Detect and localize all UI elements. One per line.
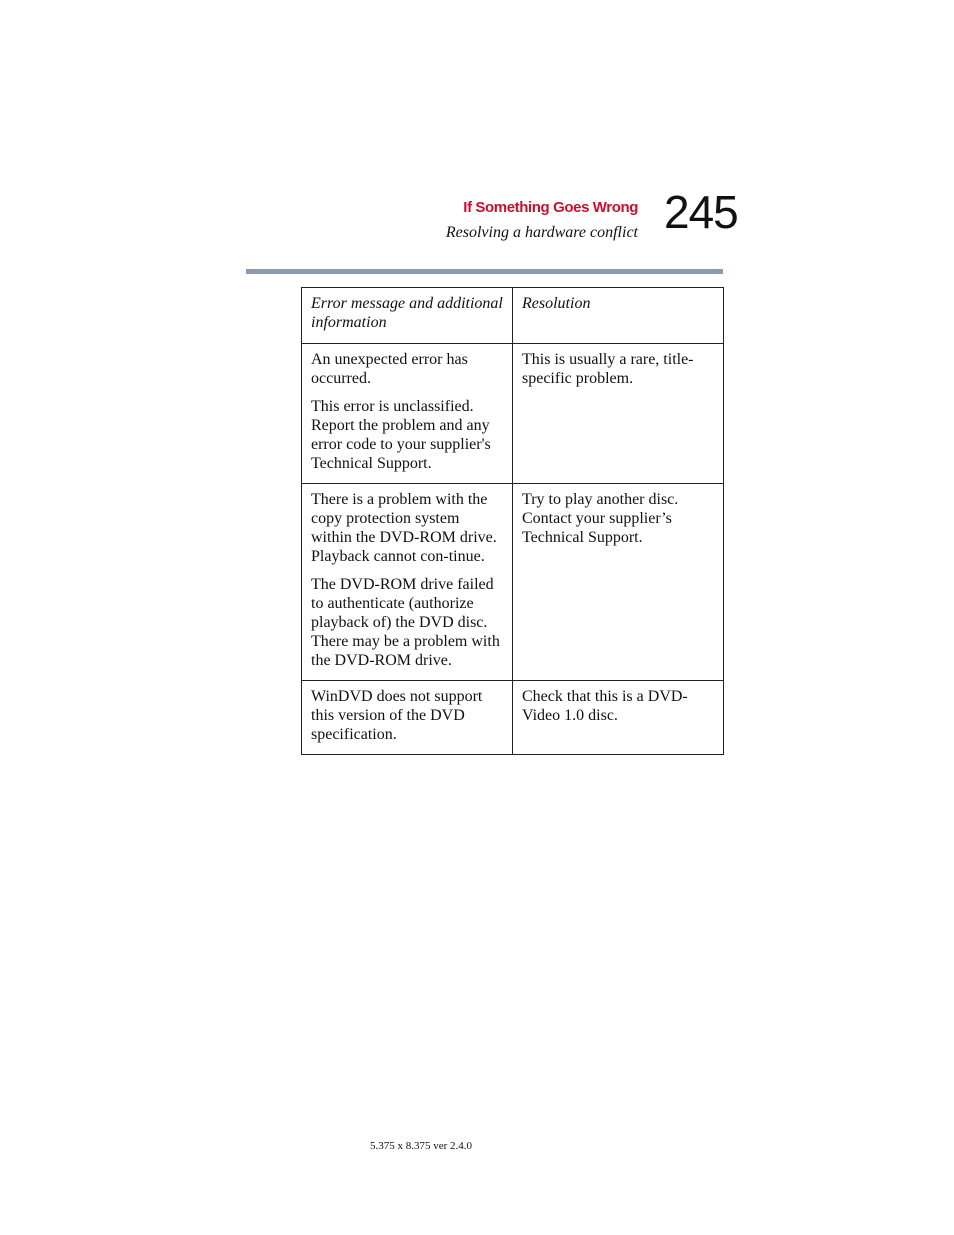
resolution-text: Try to play another disc. Contact your supplier’s Technical Support.: [522, 491, 679, 546]
resolution-text: Check that this is a DVD-Video 1.0 disc.: [522, 688, 688, 724]
section-title: Resolving a hardware conflict: [445, 224, 638, 241]
table-row: [302, 681, 724, 755]
chapter-title: If Something Goes Wrong: [463, 199, 638, 216]
column-header-resolution: Resolution: [513, 288, 724, 344]
column-header-error: Error message and additional information: [302, 288, 513, 344]
error-text: There is a problem with the copy protection system within the DVD-ROM drive. Playback cannot con-tinue.: [311, 491, 497, 565]
error-cell: [302, 344, 513, 484]
resolution-cell: [513, 484, 724, 681]
resolution-cell: [513, 344, 724, 484]
error-text: This error is unclassified. Report the problem and any error code to your supplier's Technical Support.: [311, 398, 491, 472]
resolution-text: This is usually a rare, title-specific problem.: [522, 351, 694, 387]
page-number: 245: [664, 186, 738, 238]
table-row: [302, 344, 724, 484]
resolution-cell: [513, 681, 724, 755]
error-text: WinDVD does not support this version of the DVD specification.: [311, 688, 483, 743]
table-header-row: [302, 288, 724, 344]
error-resolution-table: [301, 287, 724, 755]
header-rule: [246, 269, 723, 274]
error-cell: [302, 484, 513, 681]
error-cell: [302, 681, 513, 755]
table-row: [302, 484, 724, 681]
error-text: The DVD-ROM drive failed to authenticate (authorize playback of) the DVD disc. There may be a problem with the DVD-ROM drive.: [311, 576, 500, 669]
error-text: An unexpected error has occurred.: [311, 351, 468, 387]
footer-version: 5.375 x 8.375 ver 2.4.0: [370, 1140, 473, 1152]
